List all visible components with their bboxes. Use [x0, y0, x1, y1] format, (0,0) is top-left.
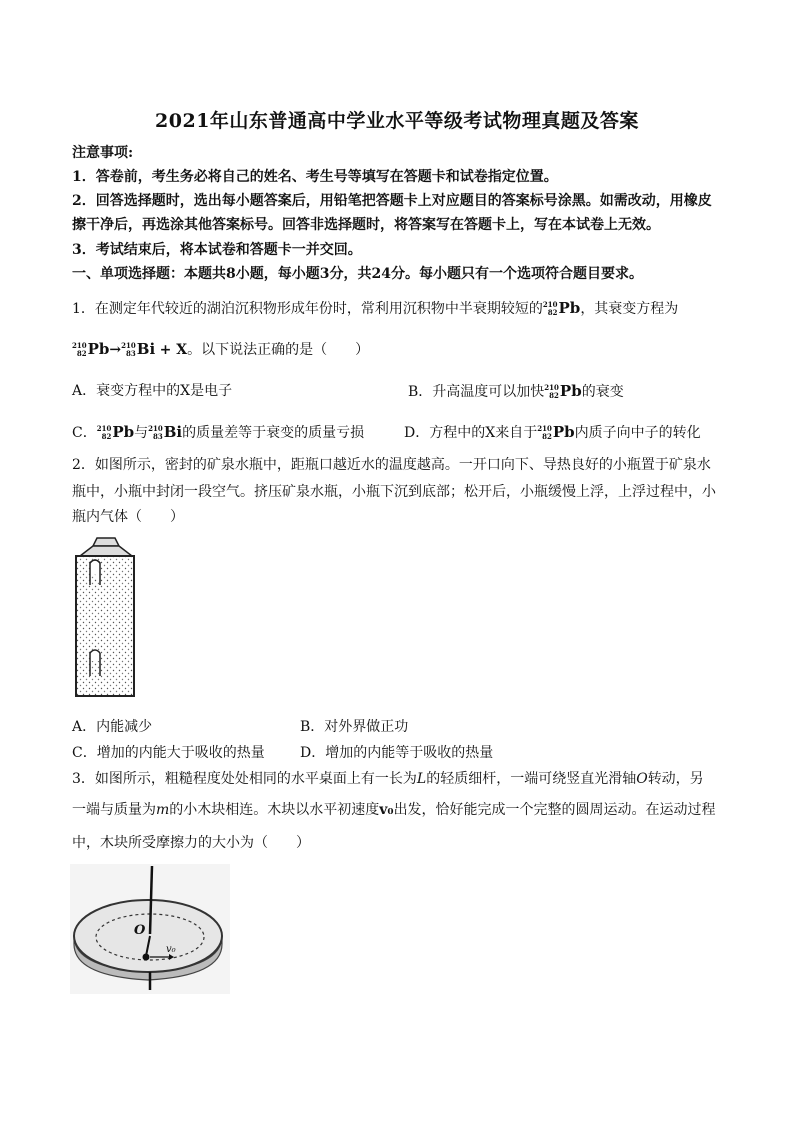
nuclide-bi [121, 339, 155, 360]
q3-stem-line3: 中，木块所受摩擦力的大小为（ ） [72, 835, 310, 851]
q2-option-c: C．增加的内能大于吸收的热量 [72, 745, 265, 761]
var-v0: v₀ [379, 802, 394, 818]
q1-option-c [72, 422, 364, 443]
q2-stem-line1: 2．如图所示，密封的矿泉水瓶中，距瓶口越近水的温度越高。一开口向下、导热良好的小瓶置于矿泉水 [72, 457, 711, 473]
pb-charge: 82 [101, 432, 112, 441]
table-figure [70, 864, 230, 994]
notes-item-3: 3．考试结束后，将本试卷和答题卡一并交回。 [72, 242, 362, 258]
bottle-figure [70, 537, 140, 699]
label-v0: v₀ [166, 944, 176, 955]
q3-stem-b: 的轻质细杆，一端可绕竖直光滑轴 [426, 771, 637, 787]
nuclide-pb [537, 422, 574, 443]
label-o: O [134, 923, 146, 938]
q1-option-a: A．衰变方程中的X是电子 [72, 383, 233, 399]
q1-optc-c: 的质量差等于衰变的质量亏损 [182, 425, 365, 441]
pb-symbol: Pb [558, 299, 581, 317]
q3-stem-c: 转动，另 [647, 771, 704, 787]
q3-stem-e: 的小木块相连。木块以水平初速度 [169, 802, 380, 818]
var-o: O [636, 771, 648, 787]
bi-mass: 210 [148, 424, 163, 433]
q1-stem-a: 1．在测定年代较近的湖泊沉积物形成年份时，常利用沉积物中半衰期较短的 [72, 301, 543, 317]
q2-option-d: D．增加的内能等于吸收的热量 [300, 745, 494, 761]
q2-option-a: A．内能减少 [72, 719, 153, 735]
pb-mass: 210 [544, 383, 559, 392]
var-m: m [156, 802, 170, 818]
q1-optc-a: C． [72, 425, 97, 441]
pb-symbol: Pb [112, 423, 135, 441]
q3-stem-line2 [72, 800, 716, 820]
nuclide-pb [544, 381, 581, 402]
bi-symbol: Bi [163, 423, 183, 441]
notes-item-1: 1．答卷前，考生务必将自己的姓名、考生号等填写在答题卡和试卷指定位置。 [72, 169, 558, 185]
q1-stem-line1 [72, 298, 678, 319]
q1-optb-a: B．升高温度可以加快 [408, 384, 545, 400]
plus-x: + X [159, 342, 188, 358]
bi-charge: 83 [126, 349, 136, 358]
pb-mass: 210 [72, 341, 87, 350]
pb-charge: 82 [542, 432, 552, 441]
reaction-arrow: → [109, 342, 122, 358]
q3-stem-line1 [72, 769, 704, 789]
bottle-body [76, 556, 134, 696]
q1-stem-b: ，其衰变方程为 [580, 301, 679, 317]
q1-optd-b: 内质子向中子的转化 [574, 425, 701, 441]
q1-option-d [404, 422, 701, 443]
q2-stem-line3: 瓶内气体（ ） [72, 509, 184, 525]
nuclide-bi [148, 422, 182, 443]
pb-symbol: Pb [559, 382, 582, 400]
pb-mass: 210 [542, 300, 558, 309]
pb-symbol: Pb [552, 423, 575, 441]
q3-stem-d: 一端与质量为 [72, 802, 156, 818]
nuclide-pb [72, 339, 109, 360]
notes-item-2a: 2．回答选择题时，选出每小题答案后，用铅笔把答题卡上对应题目的答案标号涂黑。如需改动，用橡皮 [72, 193, 712, 209]
pb-mass: 210 [96, 424, 112, 433]
q1-optc-b: 与 [134, 425, 149, 441]
pb-charge: 82 [76, 349, 87, 358]
q3-stem-f: 出发，恰好能完成一个完整的圆周运动。在运动过程 [393, 802, 716, 818]
pb-charge: 82 [547, 308, 558, 317]
q1-optb-b: 的衰变 [581, 384, 624, 400]
bottle-shoulder [80, 546, 132, 556]
notes-item-2b: 擦干净后，再选涂其他答案标号。回答非选择题时，将答案写在答题卡上，写在本试卷上无效。 [72, 217, 660, 233]
bi-charge: 83 [153, 432, 163, 441]
q1-stem-line2 [72, 339, 369, 360]
block [143, 954, 150, 961]
pb-symbol: Pb [87, 340, 110, 358]
q1-optd-a: D．方程中的X来自于 [404, 425, 538, 441]
page-title: 2021年山东普通高中学业水平等级考试物理真题及答案 [155, 110, 639, 132]
notes-heading: 注意事项: [72, 145, 134, 161]
pb-mass: 210 [537, 424, 552, 433]
nuclide-pb [543, 298, 580, 319]
pb-charge: 82 [549, 391, 559, 400]
bi-symbol: Bi [136, 340, 156, 358]
q3-stem-a: 3．如图所示，粗糙程度处处相同的水平桌面上有一长为 [72, 771, 417, 787]
q1-stem-c: 。以下说法正确的是（ ） [187, 342, 370, 358]
bottle-cap [93, 538, 119, 546]
var-l: L [416, 771, 427, 787]
bi-mass: 210 [121, 341, 136, 350]
q2-stem-line2: 瓶中，小瓶中封闭一段空气。挤压矿泉水瓶，小瓶下沉到底部；松开后，小瓶缓慢上浮，上浮过程中，小 [72, 484, 716, 500]
section-heading: 一、单项选择题：本题共8小题，每小题3分，共24分。每小题只有一个选项符合题目要求。 [72, 266, 643, 282]
nuclide-pb [97, 422, 134, 443]
q2-option-b: B．对外界做正功 [300, 719, 409, 735]
q1-option-b [408, 381, 624, 402]
